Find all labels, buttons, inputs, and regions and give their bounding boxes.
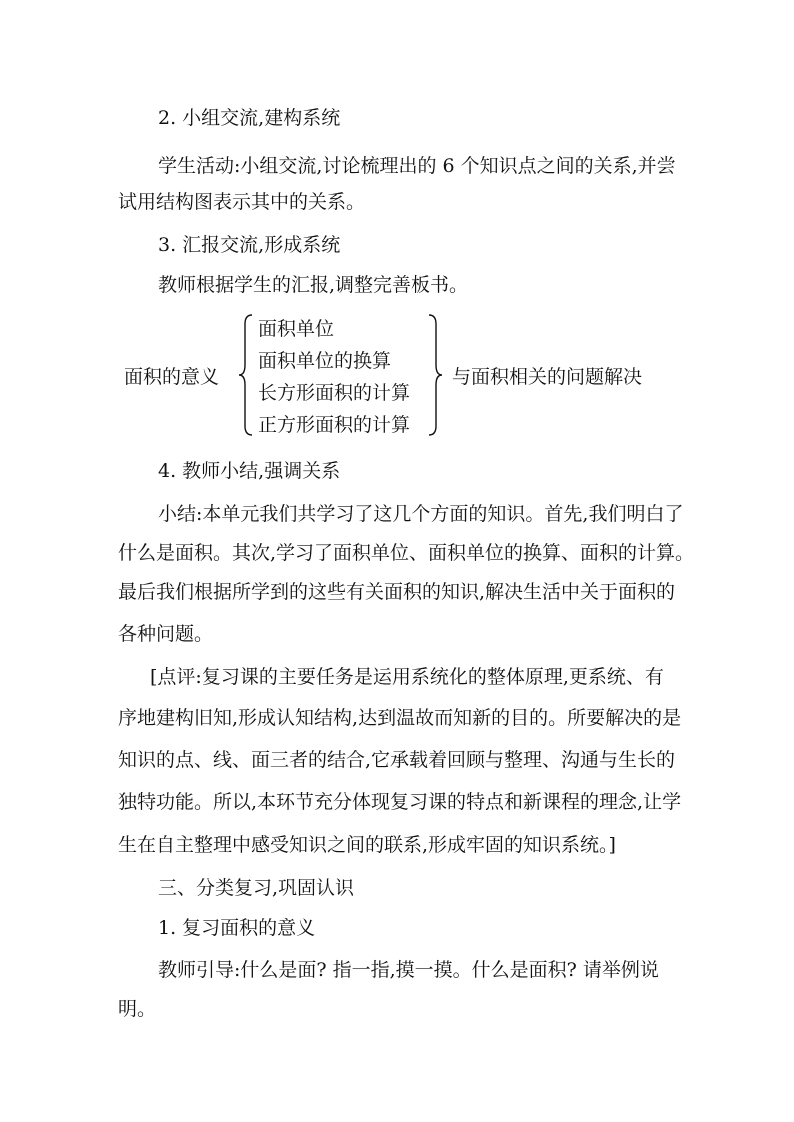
diagram-item: 长方形面积的计算: [258, 382, 411, 404]
paragraph-line: 教师引导:什么是面? 指一指,摸一摸。什么是面积? 请举例说: [158, 959, 659, 981]
commentary-line: 生在自主整理中感受知识之间的联系,形成牢固的知识系统。]: [118, 834, 616, 856]
diagram-left-label: 面积的意义: [124, 366, 220, 388]
paragraph-line: 教师根据学生的汇报,调整完善板书。: [158, 274, 469, 296]
left-brace-icon: [238, 312, 254, 438]
diagram-right-label: 与面积相关的问题解决: [452, 366, 643, 388]
section-heading: 2. 小组交流,建构系统: [158, 107, 341, 129]
commentary-line: [点评:复习课的主要任务是运用系统化的整体原理,更系统、有: [150, 666, 664, 688]
paragraph-line: 明。: [118, 998, 157, 1020]
paragraph-line: 各种问题。: [118, 623, 214, 645]
section-heading: 4. 教师小结,强调关系: [158, 460, 341, 482]
paragraph-line: 什么是面积。其次,学习了面积单位、面积单位的换算、面积的计算。: [118, 542, 695, 564]
commentary-line: 序地建构旧知,形成认知结构,达到温故而知新的目的。所要解决的是: [118, 707, 682, 729]
paragraph-line: 小结:本单元我们共学习了这几个方面的知识。首先,我们明白了: [158, 503, 684, 525]
diagram-item: 正方形面积的计算: [258, 414, 411, 436]
section-heading: 3. 汇报交流,形成系统: [158, 234, 341, 256]
structure-diagram: [0, 312, 794, 442]
diagram-item: 面积单位的换算: [258, 350, 392, 372]
paragraph-line: 最后我们根据所学到的这些有关面积的知识,解决生活中关于面积的: [118, 581, 676, 603]
right-brace-icon: [427, 312, 443, 438]
section-heading: 三、分类复习,巩固认识: [158, 877, 355, 899]
section-heading: 1. 复习面积的意义: [158, 917, 316, 939]
commentary-line: 独特功能。所以,本环节充分体现复习课的特点和新课程的理念,让学: [118, 791, 682, 813]
diagram-item: 面积单位: [258, 318, 335, 340]
paragraph-line: 学生活动:小组交流,讨论梳理出的 6 个知识点之间的关系,并尝: [158, 155, 676, 177]
paragraph-line: 试用结构图表示其中的关系。: [118, 191, 366, 213]
commentary-line: 知识的点、线、面三者的结合,它承载着回顾与整理、沟通与生长的: [118, 749, 676, 771]
